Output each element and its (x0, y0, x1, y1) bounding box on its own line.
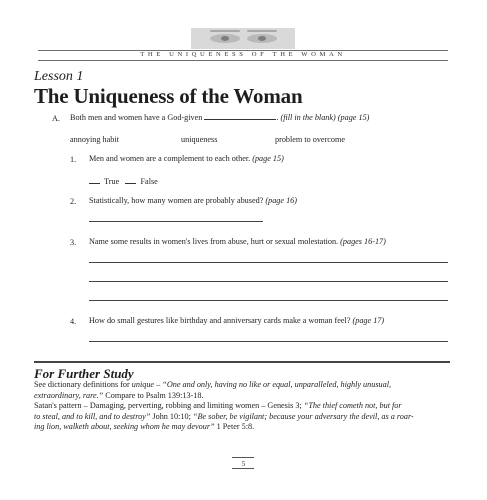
left-brow-shape (210, 30, 240, 32)
fs-p2-quote-2: “Be sober, be vigilant; because your adversary the devil, as a roar- (192, 411, 414, 421)
question-2-number: 2. (70, 197, 77, 206)
question-3-number: 3. (70, 238, 77, 247)
page-number: 5 (241, 460, 246, 468)
question-3-page: (pages 16-17) (340, 237, 386, 246)
question-4-page: (page 17) (352, 316, 385, 325)
question-a-period: . (276, 113, 281, 122)
fs-p1-reference: Compare to Psalm 139:13-18. (103, 390, 204, 400)
page-number-rule-top (232, 457, 254, 458)
question-2 (89, 195, 297, 206)
option-problem-to-overcome: problem to overcome (275, 135, 346, 144)
fs-p1-definition: “One and only, having no like or equal, unparalleled, highly unusual, (162, 380, 392, 389)
fs-p1-term: unique (131, 380, 155, 389)
false-blank[interactable] (125, 177, 136, 184)
eyes-image (191, 28, 295, 49)
false-label: False (140, 177, 158, 186)
question-1-number: 1. (70, 155, 77, 164)
question-4 (89, 315, 384, 326)
question-4-answer-line[interactable] (89, 341, 448, 342)
question-1-text: Men and women are a complement to each other. (89, 154, 253, 163)
section-divider (34, 361, 450, 363)
further-study-title: For Further Study (34, 366, 134, 381)
fs-p1-dash: – (154, 380, 163, 389)
question-4-text: How do small gestures like birthday and anniversary cards make a woman feel? (89, 316, 353, 325)
further-study-body (34, 380, 452, 433)
question-a-text: Both men and women have a God-given (70, 113, 205, 122)
question-3-text: Name some results in women's lives from abuse, hurt or sexual molestation. (89, 237, 341, 246)
question-a-blank[interactable] (204, 113, 276, 120)
question-a-letter: A. (52, 114, 60, 123)
option-uniqueness: uniqueness (181, 135, 218, 144)
question-a (70, 112, 369, 123)
header-rule-bottom (38, 60, 448, 61)
true-false-row (89, 176, 158, 187)
question-3 (89, 236, 386, 247)
question-4-number: 4. (70, 317, 77, 326)
lesson-title: The Uniqueness of the Woman (34, 84, 303, 108)
question-3-answer-line-3[interactable] (89, 300, 448, 301)
question-2-page: (page 16) (265, 196, 297, 205)
question-2-text: Statistically, how many women are probably abused? (89, 196, 266, 205)
right-eye-shape (247, 34, 277, 43)
question-3-answer-line-1[interactable] (89, 262, 448, 263)
question-1-page: (page 15) (252, 154, 284, 163)
left-eye-shape (210, 34, 240, 43)
question-a-note: (fill in the blank) (page 15) (280, 113, 370, 122)
running-header (38, 28, 448, 61)
fs-p2-quote-1-end: to steal, and to kill, and to destroy” (34, 411, 151, 421)
fs-p1-intro: See dictionary definitions for (34, 380, 132, 389)
question-3-answer-line-2[interactable] (89, 281, 448, 282)
true-label: True (104, 177, 120, 186)
fs-p1-definition-end: extraordinary, rare.” (34, 390, 104, 400)
lesson-label: Lesson 1 (34, 69, 84, 84)
true-blank[interactable] (89, 177, 100, 184)
fs-p2-quote-2-end: ing lion, walketh about, seeking whom he may devour” (34, 422, 215, 432)
fs-p2-quote-1: “The thief cometh not, but for (303, 401, 402, 411)
fs-p2-intro: Satan's pattern – Damaging, perverting, robbing and limiting women – Genesis 3; (34, 401, 304, 411)
right-brow-shape (247, 30, 277, 32)
page-number-rule-bottom (232, 468, 254, 469)
running-title: THE UNIQUENESS OF THE WOMAN (140, 51, 346, 58)
question-1 (89, 153, 284, 164)
fs-p2-ref-john: John 10:10; (150, 411, 193, 421)
option-annoying-habit: annoying habit (70, 135, 119, 144)
fs-p2-ref-peter: 1 Peter 5:8. (214, 422, 255, 432)
question-2-answer-line[interactable] (89, 221, 263, 222)
